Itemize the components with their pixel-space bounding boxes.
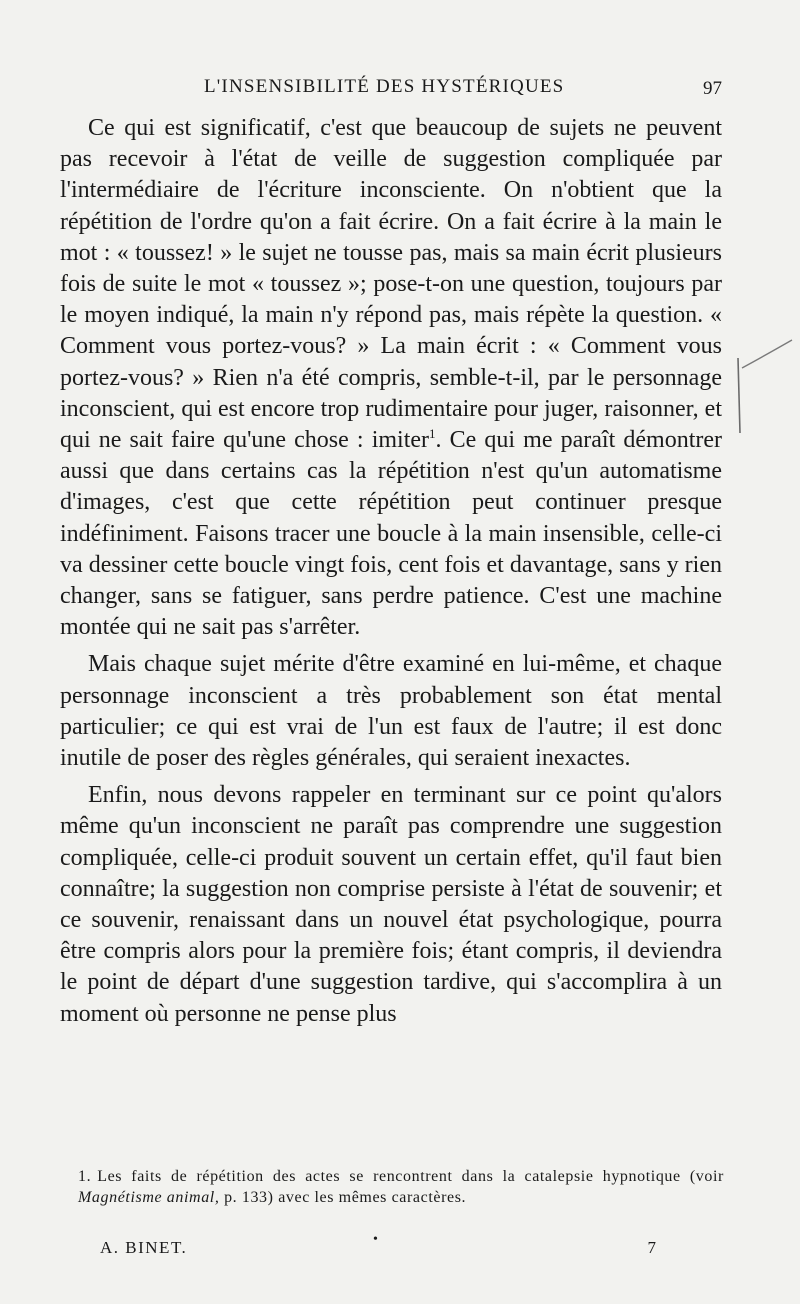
running-title: L'INSENSIBILITÉ DES HYSTÉRIQUES (204, 76, 565, 97)
footnote-text: p. 133) avec les mêmes caractères. (224, 1189, 467, 1206)
signature-sheet-number: 7 (647, 1238, 656, 1257)
paragraph: Enfin, nous devons rappeler en terminant sur ce point qu'alors même qu'un inconscient ne paraît pas comprendre une suggestion compliquée, celle-ci produit souvent un certain effet, qu'il faut bien connaître; la suggestion non comprise persiste à l'état de souvenir; et ce souvenir, renaissant dans un nouvel état psychologique, pourra être compris alors pour la première fois; étant compris, il deviendra le point de départ d'une suggestion tardive, qui s'accomplira à un moment où personne ne pense plus (60, 782, 722, 1027)
paragraph: Mais chaque sujet mérite d'être examiné en lui-même, et chaque personnage inconscient a très probablement son état mental particulier; ce qui est vrai de l'un est faux de l'autre; il est donc inutile de poser des règles générales, qui seraient inexactes. (60, 651, 722, 772)
footnote (78, 1166, 724, 1208)
footnote-number: 1. (78, 1168, 92, 1185)
footnote-reference: 1 (429, 426, 436, 442)
running-head (62, 76, 722, 106)
footnote-text: Les faits de répétition des actes se rencontrent dans la catalepsie hypnotique (voir (97, 1168, 724, 1185)
paragraph (60, 113, 722, 643)
paragraph-text: . Ce qui me paraît démontrer aussi que dans certains cas la répétition n'est qu'un automatisme d'images, c'est que cette répétition peut continuer presque indéfiniment. Faisons tracer une boucle à la main insensible, celle-ci va dessiner cette boucle vingt fois, cent fois et davantage, sans y rien changer, sans se fatiguer, sans perdre patience. C'est une machine montée qui ne sait pas s'arrêter. (60, 427, 722, 641)
signature-mark: • (373, 1232, 378, 1247)
footnote-citation: Magnétisme animal, (78, 1189, 220, 1206)
pencil-margin-mark (734, 338, 794, 438)
page-number: 97 (703, 78, 722, 99)
printer-signature (62, 1232, 724, 1264)
paragraph-text: Ce qui est significatif, c'est que beaucoup de sujets ne peuvent pas recevoir à l'état de veille de suggestion compliquée par l'intermédiaire de l'écriture inconsciente. On n'obtient que la répétition de l'ordre qu'on a fait écrire. On a fait écrire à la main le mot : « toussez! » le sujet ne tousse pas, mais sa main écrit plusieurs fois de suite le mot « toussez »; pose-t-on une question, toujours par le moyen indiqué, la main n'y répond pas, mais répète la question. « Comment vous portez-vous? » La main écrit : « Comment vous portez-vous? » Rien n'a été compris, semble-t-il, par le personnage inconscient, qui est encore trop rudimentaire pour juger, raisonner, et qui ne sait faire qu'une chose : imiter (60, 115, 722, 454)
signature-author: A. BINET. (100, 1238, 188, 1257)
body-text (60, 113, 722, 1036)
